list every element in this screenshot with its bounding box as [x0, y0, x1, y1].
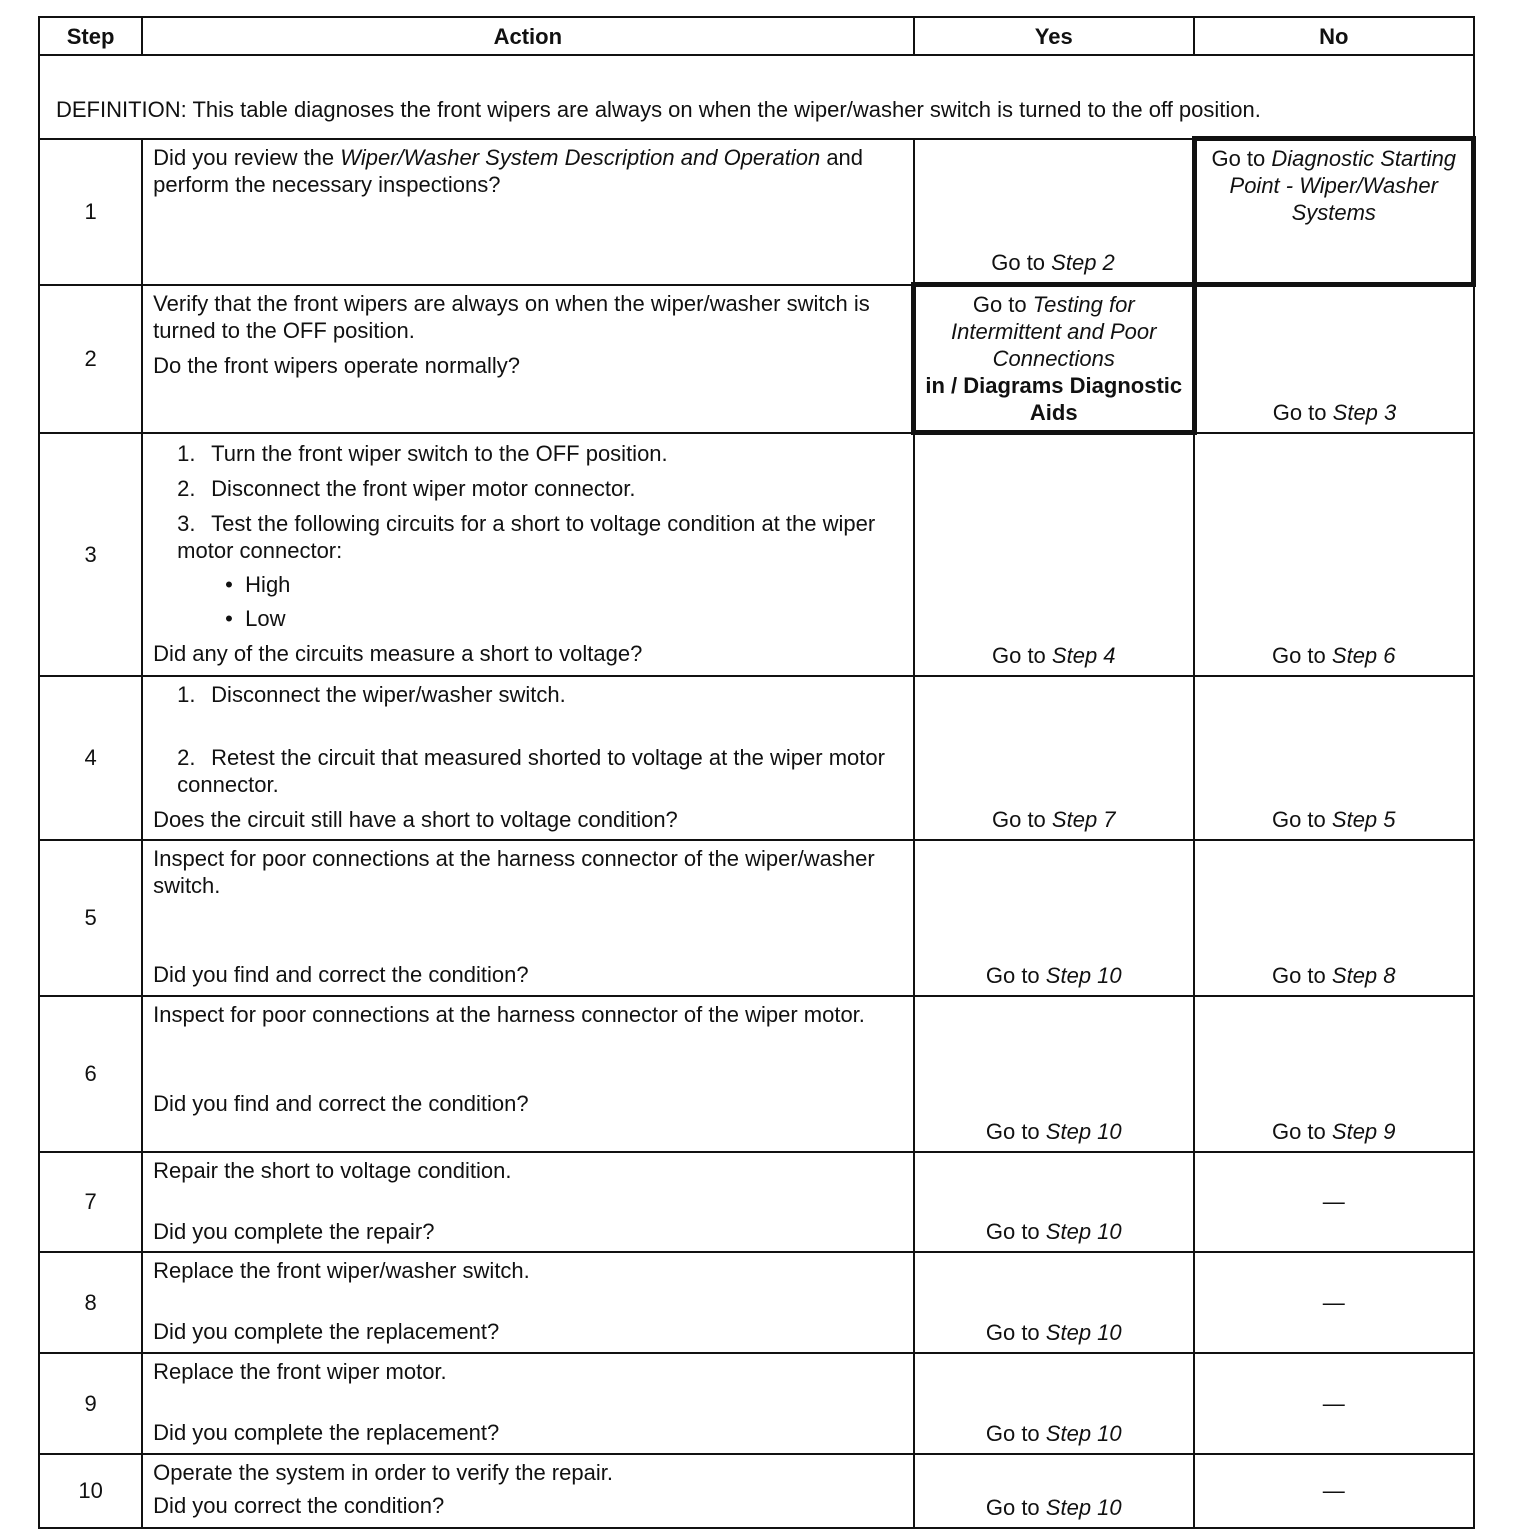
yes-cell	[914, 996, 1194, 1152]
yes-cell	[914, 1353, 1194, 1454]
action-cell	[142, 1353, 913, 1454]
go-to-label: Go to	[985, 1118, 1040, 1144]
action-cell	[142, 1252, 913, 1353]
yes-step-link[interactable]: Step 10	[1045, 1494, 1122, 1520]
action-question: Does the circuit still have a short to voltage condition?	[153, 806, 678, 832]
table-row	[39, 285, 1474, 433]
no-cell	[1194, 676, 1474, 840]
yes-step-link[interactable]: Step 10	[1045, 1218, 1122, 1244]
yes-step-link[interactable]: Step 7	[1051, 806, 1116, 832]
action-question: Did you find and correct the condition?	[153, 1090, 529, 1116]
action-text: Inspect for poor connections at the harness connector of the wiper/washer switch.	[153, 845, 875, 898]
definition-row	[39, 55, 1474, 139]
yes-cell	[914, 1454, 1194, 1528]
yes-procedure-link[interactable]: Testing for Intermittent and Poor Connections	[951, 292, 1157, 371]
no-cell	[1194, 433, 1474, 676]
action-cell	[142, 676, 913, 840]
yes-step-link[interactable]: Step 10	[1045, 1420, 1122, 1446]
no-cell-empty: —	[1194, 1152, 1474, 1252]
no-step-link[interactable]: Step 3	[1332, 399, 1397, 425]
go-to-label: Go to	[985, 1420, 1040, 1446]
list-item: 2. Retest the circuit that measured shorted to voltage at the wiper motor connector.	[177, 744, 885, 797]
action-cell	[142, 840, 913, 996]
bullet-item: • High	[225, 571, 291, 597]
table-row	[39, 1454, 1474, 1528]
go-to-label: Go to	[1272, 399, 1327, 425]
action-text: Repair the short to voltage condition.	[153, 1157, 512, 1183]
go-to-label: Go to	[1271, 642, 1326, 668]
go-to-label: Go to	[991, 250, 1046, 275]
step-number: 7	[39, 1152, 142, 1252]
table-row	[39, 1252, 1474, 1353]
definition-text: DEFINITION: This table diagnoses the front wipers are always on when the wiper/washer switch is turned to the off position.	[39, 55, 1474, 139]
table-row	[39, 1152, 1474, 1252]
go-to-label: Go to	[991, 642, 1046, 668]
step-number: 3	[39, 433, 142, 676]
action-text: Replace the front wiper motor.	[153, 1358, 447, 1384]
yes-cell	[914, 840, 1194, 996]
no-cell	[1194, 139, 1474, 285]
action-question: Did any of the circuits measure a short to voltage?	[153, 640, 643, 666]
header-step: Step	[39, 17, 142, 55]
action-cell	[142, 996, 913, 1152]
action-question: Did you complete the replacement?	[153, 1419, 500, 1445]
action-text: and perform the necessary inspections?	[153, 144, 864, 197]
yes-cell	[914, 433, 1194, 676]
step-number: 5	[39, 840, 142, 996]
no-cell	[1194, 996, 1474, 1152]
no-step-link[interactable]: Step 9	[1331, 1118, 1396, 1144]
go-to-label: Go to	[985, 1494, 1040, 1520]
list-item: 1. Disconnect the wiper/washer switch.	[177, 681, 566, 707]
no-cell-empty: —	[1194, 1454, 1474, 1528]
go-to-label: Go to	[985, 962, 1040, 988]
table-row	[39, 433, 1474, 676]
table-row	[39, 676, 1474, 840]
table-row	[39, 840, 1474, 996]
yes-cell	[914, 285, 1194, 433]
step-number: 10	[39, 1454, 142, 1528]
no-cell-empty: —	[1194, 1252, 1474, 1353]
header-no: No	[1194, 17, 1474, 55]
step-number: 2	[39, 285, 142, 433]
yes-step-link[interactable]: Step 10	[1045, 1319, 1122, 1345]
action-question: Did you complete the replacement?	[153, 1318, 500, 1344]
list-item: 2. Disconnect the front wiper motor connector.	[177, 475, 636, 501]
step-number: 1	[39, 139, 142, 285]
diagnostic-table-container	[38, 16, 1476, 1529]
action-cell	[142, 139, 913, 285]
bullet-item: • Low	[225, 605, 286, 631]
step-number: 6	[39, 996, 142, 1152]
go-to-label: Go to	[1211, 146, 1266, 171]
action-reference: Wiper/Washer System Description and Operation	[340, 144, 821, 170]
header-yes: Yes	[914, 17, 1194, 55]
yes-step-link[interactable]: Step 2	[1051, 250, 1115, 275]
go-to-label: Go to	[972, 292, 1027, 317]
header-row	[39, 17, 1474, 55]
action-question: Did you complete the repair?	[153, 1218, 435, 1244]
action-question: Do the front wipers operate normally?	[153, 352, 521, 378]
no-cell	[1194, 840, 1474, 996]
step-number: 8	[39, 1252, 142, 1353]
step-number: 9	[39, 1353, 142, 1454]
table-row	[39, 139, 1474, 285]
action-text: Replace the front wiper/washer switch.	[153, 1257, 530, 1283]
action-cell	[142, 1152, 913, 1252]
go-to-label: Go to	[1271, 962, 1326, 988]
list-item: 1. Turn the front wiper switch to the OFF position.	[177, 440, 668, 466]
yes-step-link[interactable]: Step 10	[1045, 1118, 1122, 1144]
no-step-link[interactable]: Step 5	[1331, 806, 1396, 832]
list-item: 3. Test the following circuits for a short to voltage condition at the wiper motor connector:	[177, 510, 876, 563]
no-step-link[interactable]: Step 8	[1331, 962, 1396, 988]
go-to-label: Go to	[1271, 1118, 1326, 1144]
diagnostic-table	[38, 16, 1476, 1529]
no-cell	[1194, 285, 1474, 433]
yes-procedure-location: in / Diagrams Diagnostic Aids	[925, 373, 1183, 425]
yes-cell	[914, 676, 1194, 840]
yes-cell	[914, 1252, 1194, 1353]
no-procedure-link[interactable]: Diagnostic Starting Point - Wiper/Washer Systems	[1229, 146, 1457, 225]
go-to-label: Go to	[985, 1319, 1040, 1345]
step-number: 4	[39, 676, 142, 840]
action-text: Inspect for poor connections at the harness connector of the wiper motor.	[153, 1001, 865, 1027]
action-text: Did you review the	[153, 144, 341, 170]
go-to-label: Go to	[1271, 806, 1326, 832]
table-row	[39, 996, 1474, 1152]
action-cell	[142, 285, 913, 433]
action-question: Did you find and correct the condition?	[153, 961, 529, 987]
action-cell	[142, 433, 913, 676]
go-to-label: Go to	[985, 1218, 1040, 1244]
table-row	[39, 1353, 1474, 1454]
action-text: Operate the system in order to verify the repair.	[153, 1459, 613, 1485]
action-cell	[142, 1454, 913, 1528]
no-step-link[interactable]: Step 6	[1331, 642, 1396, 668]
no-cell-empty: —	[1194, 1353, 1474, 1454]
action-question: Did you correct the condition?	[153, 1492, 445, 1518]
yes-step-link[interactable]: Step 4	[1051, 642, 1116, 668]
yes-cell	[914, 139, 1194, 285]
header-action: Action	[142, 17, 913, 55]
action-text: Verify that the front wipers are always on when the wiper/washer switch is turned to the OFF position.	[153, 290, 870, 343]
yes-cell	[914, 1152, 1194, 1252]
yes-step-link[interactable]: Step 10	[1045, 962, 1122, 988]
go-to-label: Go to	[991, 806, 1046, 832]
